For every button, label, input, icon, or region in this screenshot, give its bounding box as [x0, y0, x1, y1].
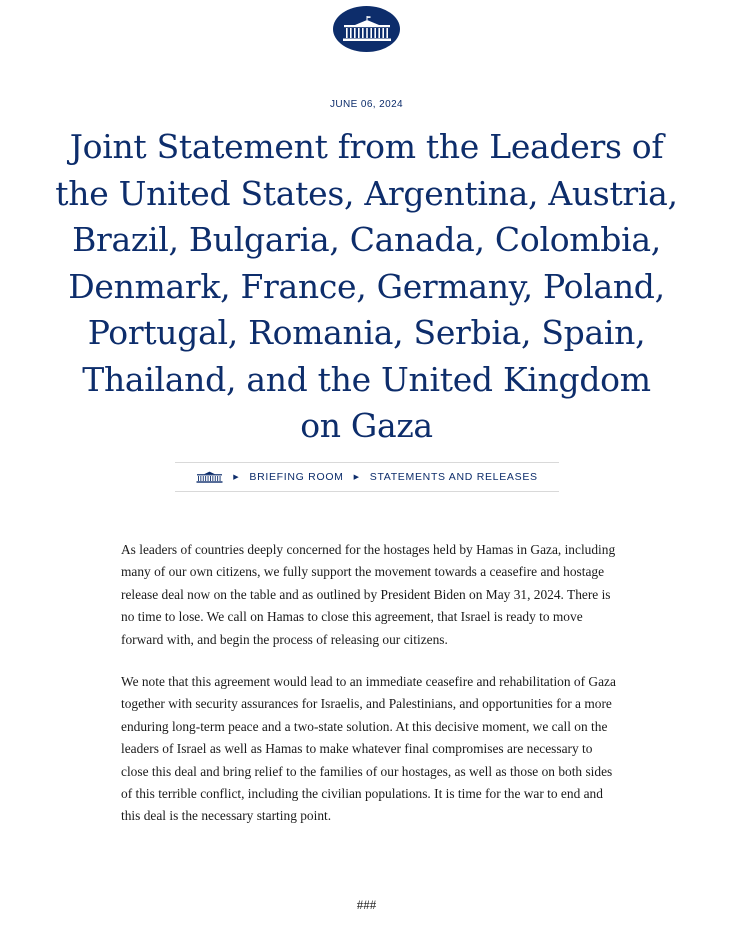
page-title	[30, 124, 703, 450]
title-line: Thailand, and the United Kingdom	[82, 359, 651, 399]
article-paragraph: As leaders of countries deeply concerned for the hostages held by Hamas in Gaza, including many of our own citizens, we fully support the movement towards a ceasefire and hostage release deal now on the table and as outlined by President Biden on May 31, 2024. There is no time to lose. We call on Hamas to close this agreement, that Israel is ready to move forward with, and begin the process of releasing our citizens.	[121, 542, 616, 647]
title-line: Portugal, Romania, Serbia, Spain,	[87, 313, 646, 352]
publish-date: JUNE 06, 2024	[329, 99, 404, 110]
article-body	[121, 539, 616, 848]
site-header	[0, 6, 733, 52]
breadcrumb-briefing-room[interactable]: BRIEFING ROOM	[249, 471, 344, 483]
title-line: the United States, Argentina, Austria,	[55, 173, 678, 213]
white-house-icon	[196, 471, 223, 483]
caret-right-icon: ▶	[353, 474, 360, 481]
article-paragraph: We note that this agreement would lead to an immediate ceasefire and rehabilitation of Gaza together with security assurances for Israelis, and Palestinians, and opportunities for a more enduring long-term peace and a two-state solution. At this decisive moment, we call on the leaders of Israel as well as Hamas to make whatever final compromises are necessary to close this deal and bring relief to the families of our hostages, as well as those on both sides of this terrible conflict, including the civilian populations. It is time for the war to end and this deal is the necessary starting point.	[121, 674, 616, 824]
title-line: Joint Statement from the Leaders of	[69, 127, 664, 166]
breadcrumb-statements-and-releases[interactable]: STATEMENTS AND RELEASES	[369, 471, 538, 483]
breadcrumb	[175, 462, 559, 492]
title-line: Denmark, France, Germany, Poland,	[68, 266, 665, 306]
white-house-logo[interactable]	[333, 6, 400, 52]
end-of-statement-mark: ###	[356, 897, 377, 912]
white-house-seal-icon	[341, 16, 393, 42]
title-line: on Gaza	[300, 406, 433, 445]
caret-right-icon: ▶	[233, 474, 240, 481]
breadcrumb-home-link[interactable]	[196, 471, 223, 483]
title-line: Brazil, Bulgaria, Canada, Colombia,	[72, 220, 661, 259]
